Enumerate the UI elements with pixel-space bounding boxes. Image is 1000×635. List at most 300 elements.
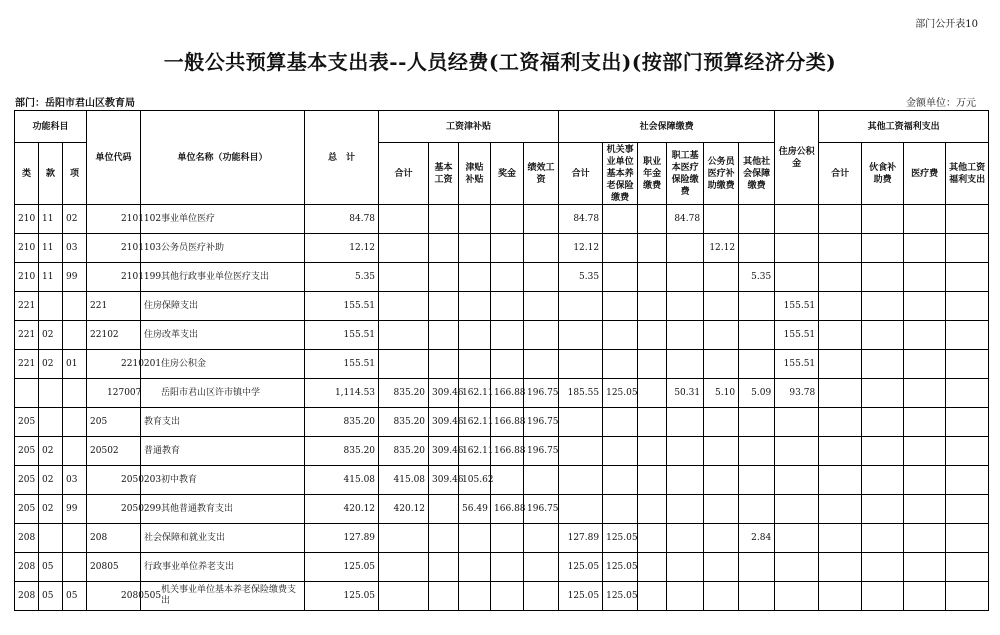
cell-pension [603, 466, 638, 495]
table-row [15, 379, 989, 408]
table-row [15, 205, 989, 234]
cell-medical [667, 263, 704, 292]
cell-unit-name: 行政事业单位养老支出 [141, 553, 305, 582]
cell-meal [862, 437, 904, 466]
header-pension: 机关事业单位基本养老保险缴费 [603, 143, 638, 205]
cell-medical-fee [904, 524, 946, 553]
cell-housing [775, 495, 819, 524]
cell-other-total [819, 321, 862, 350]
cell-other-total [819, 408, 862, 437]
cell-unit-name: 事业单位医疗 [141, 205, 305, 234]
cell-basic-wage: 309.46 [429, 408, 459, 437]
cell-unit-code: 2080505 [87, 582, 141, 611]
cell-pension [603, 205, 638, 234]
cell-other-total [819, 466, 862, 495]
cell-perf-wage [524, 350, 559, 379]
cell-xiang: 03 [63, 234, 87, 263]
cell-medical [667, 524, 704, 553]
cell-medical-fee [904, 379, 946, 408]
cell-unit-code: 2101102 [87, 205, 141, 234]
cell-xiang [63, 292, 87, 321]
cell-social-total [559, 408, 603, 437]
cell-xiang: 99 [63, 263, 87, 292]
cell-meal [862, 524, 904, 553]
cell-lei: 221 [15, 350, 39, 379]
cell-other-social [739, 408, 775, 437]
header-other-total: 合计 [819, 143, 862, 205]
cell-medical [667, 292, 704, 321]
table-row [15, 292, 989, 321]
table-row [15, 234, 989, 263]
header-func-subject: 功能科目 [15, 111, 87, 143]
cell-pension [603, 321, 638, 350]
cell-wage-total: 835.20 [379, 408, 429, 437]
cell-other-total [819, 205, 862, 234]
cell-unit-code: 22102 [87, 321, 141, 350]
cell-medical [667, 553, 704, 582]
cell-total: 12.12 [305, 234, 379, 263]
cell-allowance [459, 292, 491, 321]
cell-housing: 93.78 [775, 379, 819, 408]
cell-other-welfare [946, 582, 989, 611]
header-perf-wage: 绩效工资 [524, 143, 559, 205]
cell-lei: 221 [15, 321, 39, 350]
cell-basic-wage: 309.46 [429, 437, 459, 466]
cell-bonus [491, 582, 524, 611]
table-row [15, 524, 989, 553]
cell-kuan: 02 [39, 437, 63, 466]
cell-pension [603, 350, 638, 379]
cell-total: 415.08 [305, 466, 379, 495]
cell-other-welfare [946, 524, 989, 553]
cell-medical-fee [904, 437, 946, 466]
cell-social-total: 5.35 [559, 263, 603, 292]
cell-civil-medical [704, 408, 739, 437]
cell-perf-wage [524, 205, 559, 234]
cell-meal [862, 205, 904, 234]
page-title: 一般公共预算基本支出表--人员经费(工资福利支出)(按部门预算经济分类) [163, 50, 837, 74]
cell-xiang [63, 408, 87, 437]
cell-annuity [638, 437, 667, 466]
cell-medical: 50.31 [667, 379, 704, 408]
cell-lei: 205 [15, 495, 39, 524]
cell-housing [775, 582, 819, 611]
cell-total: 127.89 [305, 524, 379, 553]
cell-unit-code: 205 [87, 408, 141, 437]
amount-unit-label: 金额单位：万元 [906, 98, 976, 109]
table-row [15, 263, 989, 292]
cell-other-social: 2.84 [739, 524, 775, 553]
cell-allowance [459, 205, 491, 234]
cell-total: 125.05 [305, 582, 379, 611]
cell-allowance: 105.62 [459, 466, 491, 495]
cell-unit-name: 住房改革支出 [141, 321, 305, 350]
header-kuan: 款 [39, 143, 63, 205]
cell-civil-medical [704, 437, 739, 466]
cell-social-total: 84.78 [559, 205, 603, 234]
cell-medical-fee [904, 495, 946, 524]
cell-other-social [739, 292, 775, 321]
cell-meal [862, 263, 904, 292]
cell-annuity [638, 524, 667, 553]
cell-bonus: 166.88 [491, 408, 524, 437]
cell-housing [775, 234, 819, 263]
cell-housing [775, 466, 819, 495]
cell-civil-medical [704, 466, 739, 495]
cell-medical: 84.78 [667, 205, 704, 234]
cell-basic-wage: 309.46 [429, 379, 459, 408]
cell-annuity [638, 582, 667, 611]
cell-housing [775, 553, 819, 582]
cell-wage-total: 835.20 [379, 437, 429, 466]
header-annuity: 职业年金缴费 [638, 143, 667, 205]
cell-perf-wage: 196.75 [524, 495, 559, 524]
cell-basic-wage [429, 205, 459, 234]
cell-social-total [559, 466, 603, 495]
cell-lei [15, 379, 39, 408]
cell-housing: 155.51 [775, 292, 819, 321]
cell-xiang [63, 553, 87, 582]
cell-lei: 208 [15, 553, 39, 582]
cell-meal [862, 466, 904, 495]
cell-unit-name: 公务员医疗补助 [141, 234, 305, 263]
cell-other-welfare [946, 408, 989, 437]
cell-other-total [819, 263, 862, 292]
header-lei: 类 [15, 143, 39, 205]
cell-unit-code: 208 [87, 524, 141, 553]
cell-basic-wage [429, 495, 459, 524]
cell-medical [667, 495, 704, 524]
header-basic-wage: 基本工资 [429, 143, 459, 205]
cell-other-welfare [946, 379, 989, 408]
cell-other-welfare [946, 553, 989, 582]
header-wage-group: 工资津补贴 [379, 111, 559, 143]
cell-perf-wage [524, 582, 559, 611]
cell-xiang [63, 321, 87, 350]
cell-unit-name: 初中教育 [141, 466, 305, 495]
cell-civil-medical [704, 205, 739, 234]
cell-meal [862, 234, 904, 263]
cell-wage-total [379, 263, 429, 292]
table-row [15, 321, 989, 350]
cell-wage-total [379, 524, 429, 553]
cell-unit-name: 其他普通教育支出 [141, 495, 305, 524]
cell-basic-wage [429, 263, 459, 292]
cell-meal [862, 408, 904, 437]
header-social-total: 合计 [559, 143, 603, 205]
cell-other-welfare [946, 466, 989, 495]
cell-bonus [491, 350, 524, 379]
cell-annuity [638, 408, 667, 437]
cell-lei: 210 [15, 205, 39, 234]
budget-table [14, 110, 989, 611]
department-label: 部门：岳阳市君山区教育局 [15, 98, 135, 109]
table-number-label: 部门公开表10 [915, 19, 978, 30]
cell-medical [667, 321, 704, 350]
cell-unit-code: 2101199 [87, 263, 141, 292]
cell-social-total [559, 495, 603, 524]
cell-total: 835.20 [305, 408, 379, 437]
cell-wage-total [379, 350, 429, 379]
cell-allowance [459, 234, 491, 263]
cell-bonus: 166.88 [491, 379, 524, 408]
cell-housing: 155.51 [775, 350, 819, 379]
cell-xiang [63, 437, 87, 466]
cell-civil-medical [704, 292, 739, 321]
table-row [15, 466, 989, 495]
header-social-group: 社会保障缴费 [559, 111, 775, 143]
cell-kuan: 02 [39, 466, 63, 495]
cell-basic-wage [429, 553, 459, 582]
cell-xiang [63, 524, 87, 553]
cell-civil-medical: 12.12 [704, 234, 739, 263]
cell-housing [775, 524, 819, 553]
header-medical: 职工基本医疗保险缴费 [667, 143, 704, 205]
cell-wage-total: 835.20 [379, 379, 429, 408]
cell-lei: 208 [15, 582, 39, 611]
cell-annuity [638, 553, 667, 582]
cell-annuity [638, 263, 667, 292]
header-unit-name: 单位名称（功能科目） [141, 111, 305, 205]
cell-kuan: 02 [39, 321, 63, 350]
cell-bonus [491, 205, 524, 234]
cell-wage-total [379, 292, 429, 321]
table-row [15, 553, 989, 582]
cell-social-total: 125.05 [559, 553, 603, 582]
cell-wage-total [379, 234, 429, 263]
cell-total: 835.20 [305, 437, 379, 466]
cell-meal [862, 553, 904, 582]
cell-allowance [459, 582, 491, 611]
cell-total: 1,114.53 [305, 379, 379, 408]
cell-allowance: 56.49 [459, 495, 491, 524]
cell-xiang: 02 [63, 205, 87, 234]
cell-medical [667, 408, 704, 437]
cell-allowance [459, 350, 491, 379]
cell-medical-fee [904, 292, 946, 321]
cell-unit-name: 教育支出 [141, 408, 305, 437]
cell-meal [862, 350, 904, 379]
cell-total: 84.78 [305, 205, 379, 234]
cell-meal [862, 292, 904, 321]
cell-other-social [739, 350, 775, 379]
header-unit-code: 单位代码 [87, 111, 141, 205]
cell-pension [603, 292, 638, 321]
cell-xiang: 99 [63, 495, 87, 524]
cell-perf-wage [524, 466, 559, 495]
cell-unit-code: 2210201 [87, 350, 141, 379]
cell-civil-medical [704, 321, 739, 350]
cell-total: 155.51 [305, 292, 379, 321]
cell-annuity [638, 495, 667, 524]
cell-kuan [39, 379, 63, 408]
cell-kuan: 02 [39, 495, 63, 524]
cell-other-total [819, 582, 862, 611]
cell-meal [862, 321, 904, 350]
cell-social-total: 12.12 [559, 234, 603, 263]
cell-basic-wage [429, 582, 459, 611]
header-civil-medical: 公务员医疗补助缴费 [704, 143, 739, 205]
cell-other-total [819, 495, 862, 524]
cell-medical [667, 350, 704, 379]
cell-other-social: 5.35 [739, 263, 775, 292]
cell-pension: 125.05 [603, 553, 638, 582]
cell-bonus [491, 466, 524, 495]
cell-basic-wage: 309.46 [429, 466, 459, 495]
header-other-social: 其他社会保障缴费 [739, 143, 775, 205]
cell-allowance [459, 524, 491, 553]
header-housing: 住房公积金 [775, 111, 819, 205]
cell-wage-total [379, 205, 429, 234]
cell-kuan [39, 524, 63, 553]
cell-bonus [491, 321, 524, 350]
cell-kuan: 11 [39, 263, 63, 292]
cell-wage-total [379, 582, 429, 611]
cell-medical-fee [904, 582, 946, 611]
cell-allowance [459, 321, 491, 350]
cell-other-welfare [946, 263, 989, 292]
cell-unit-name: 机关事业单位基本养老保险缴费支出 [141, 582, 305, 611]
cell-medical-fee [904, 234, 946, 263]
cell-perf-wage [524, 234, 559, 263]
cell-basic-wage [429, 321, 459, 350]
cell-other-welfare [946, 437, 989, 466]
header-xiang: 项 [63, 143, 87, 205]
cell-medical-fee [904, 263, 946, 292]
table-row [15, 437, 989, 466]
cell-unit-code: 20502 [87, 437, 141, 466]
cell-other-total [819, 292, 862, 321]
cell-medical-fee [904, 321, 946, 350]
cell-lei: 221 [15, 292, 39, 321]
cell-kuan: 11 [39, 234, 63, 263]
cell-social-total [559, 437, 603, 466]
cell-other-total [819, 350, 862, 379]
cell-perf-wage [524, 553, 559, 582]
cell-perf-wage: 196.75 [524, 437, 559, 466]
cell-annuity [638, 321, 667, 350]
cell-basic-wage [429, 234, 459, 263]
cell-other-welfare [946, 350, 989, 379]
header-wage-total: 合计 [379, 143, 429, 205]
cell-other-total [819, 234, 862, 263]
cell-perf-wage: 196.75 [524, 379, 559, 408]
cell-pension: 125.05 [603, 379, 638, 408]
cell-unit-code: 2101103 [87, 234, 141, 263]
cell-housing [775, 437, 819, 466]
header-other-group: 其他工资福利支出 [819, 111, 989, 143]
cell-other-social [739, 553, 775, 582]
cell-other-total [819, 437, 862, 466]
cell-other-social [739, 466, 775, 495]
cell-xiang: 05 [63, 582, 87, 611]
cell-bonus: 166.88 [491, 495, 524, 524]
cell-unit-name: 住房公积金 [141, 350, 305, 379]
cell-bonus [491, 553, 524, 582]
cell-civil-medical [704, 495, 739, 524]
cell-bonus [491, 263, 524, 292]
cell-medical [667, 234, 704, 263]
cell-pension [603, 408, 638, 437]
cell-pension: 125.05 [603, 582, 638, 611]
cell-allowance [459, 263, 491, 292]
cell-total: 5.35 [305, 263, 379, 292]
cell-total: 420.12 [305, 495, 379, 524]
cell-civil-medical [704, 582, 739, 611]
cell-unit-code: 20805 [87, 553, 141, 582]
cell-total: 155.51 [305, 321, 379, 350]
cell-annuity [638, 292, 667, 321]
table-row [15, 582, 989, 611]
cell-other-social [739, 234, 775, 263]
cell-civil-medical [704, 263, 739, 292]
cell-perf-wage: 196.75 [524, 408, 559, 437]
cell-unit-name: 其他行政事业单位医疗支出 [141, 263, 305, 292]
header-allowance: 津贴补贴 [459, 143, 491, 205]
cell-meal [862, 379, 904, 408]
header-bonus: 奖金 [491, 143, 524, 205]
cell-medical-fee [904, 350, 946, 379]
cell-social-total [559, 321, 603, 350]
cell-housing [775, 205, 819, 234]
cell-meal [862, 582, 904, 611]
cell-unit-name: 住房保障支出 [141, 292, 305, 321]
cell-other-social [739, 495, 775, 524]
cell-perf-wage [524, 321, 559, 350]
cell-civil-medical [704, 350, 739, 379]
cell-annuity [638, 205, 667, 234]
cell-medical-fee [904, 553, 946, 582]
cell-other-welfare [946, 495, 989, 524]
cell-lei: 205 [15, 408, 39, 437]
cell-xiang [63, 379, 87, 408]
cell-pension [603, 263, 638, 292]
cell-wage-total [379, 321, 429, 350]
cell-pension [603, 437, 638, 466]
cell-housing [775, 263, 819, 292]
cell-kuan [39, 292, 63, 321]
cell-other-total [819, 553, 862, 582]
cell-unit-name: 社会保障和就业支出 [141, 524, 305, 553]
cell-other-welfare [946, 292, 989, 321]
cell-basic-wage [429, 292, 459, 321]
cell-unit-code: 2050299 [87, 495, 141, 524]
cell-allowance: 162.11 [459, 408, 491, 437]
cell-civil-medical [704, 524, 739, 553]
cell-bonus [491, 524, 524, 553]
cell-kuan: 02 [39, 350, 63, 379]
cell-lei: 205 [15, 437, 39, 466]
cell-other-welfare [946, 205, 989, 234]
cell-housing [775, 408, 819, 437]
cell-xiang: 03 [63, 466, 87, 495]
cell-perf-wage [524, 263, 559, 292]
cell-total: 155.51 [305, 350, 379, 379]
cell-social-total: 127.89 [559, 524, 603, 553]
cell-perf-wage [524, 524, 559, 553]
cell-medical [667, 582, 704, 611]
header-medical-fee: 医疗费 [904, 143, 946, 205]
cell-lei: 210 [15, 263, 39, 292]
cell-housing: 155.51 [775, 321, 819, 350]
header-other-welfare: 其他工资福利支出 [946, 143, 989, 205]
cell-pension: 125.05 [603, 524, 638, 553]
cell-unit-code: 2050203 [87, 466, 141, 495]
cell-wage-total: 415.08 [379, 466, 429, 495]
table-row [15, 350, 989, 379]
cell-annuity [638, 466, 667, 495]
cell-bonus [491, 234, 524, 263]
